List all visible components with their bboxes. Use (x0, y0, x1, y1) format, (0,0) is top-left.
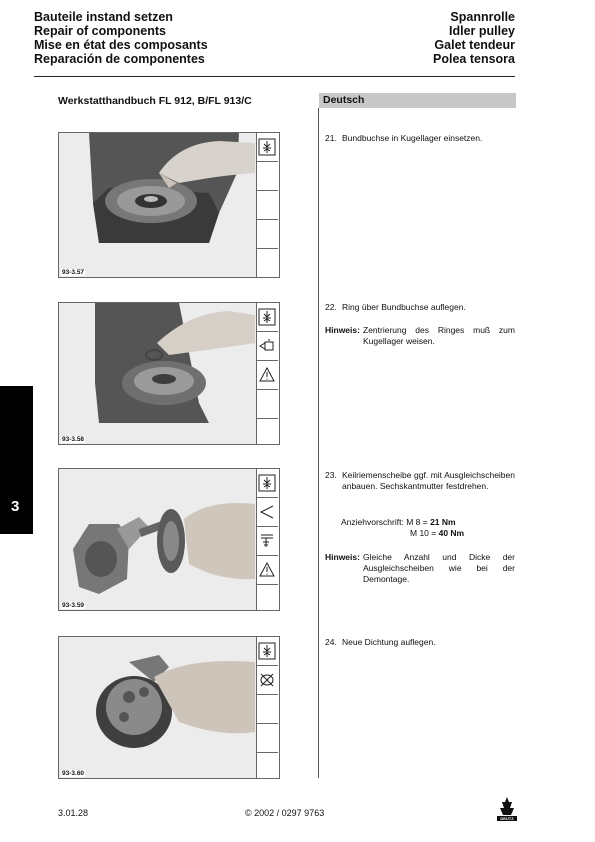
figure-93-3-60 (58, 636, 280, 779)
logo-wordmark: DEUTZ (500, 816, 514, 822)
empty-cell (256, 724, 278, 753)
step-text: Neue Dichtung auflegen. (342, 637, 436, 647)
figure-93-3-59 (58, 468, 280, 611)
section-tab-number: 3 (11, 498, 20, 515)
press-in-icon (256, 133, 278, 162)
warning-triangle-icon (256, 556, 278, 585)
empty-cell (256, 695, 278, 724)
header-divider (34, 76, 515, 77)
step-21 (325, 133, 515, 144)
torque-spec (341, 517, 456, 528)
deutz-logo (496, 796, 518, 827)
language-label: Deutsch (323, 94, 365, 106)
press-in-icon (256, 637, 278, 666)
note-text: Zentrierung des Ringes muß zum Kugellager weisen. (363, 325, 515, 346)
empty-cell (256, 162, 278, 191)
torque-line2-prefix: M 10 = (410, 528, 439, 538)
warning-triangle-icon (256, 361, 278, 390)
header-subject-fr: Galet tendeur (434, 38, 515, 52)
header-subject-block (433, 10, 515, 66)
page-number: 3.01.28 (58, 808, 89, 818)
figure-93-3-58 (58, 302, 280, 445)
step-text: Ring über Bundbuchse auflegen. (342, 302, 466, 312)
header-title-es: Reparación de componentes (34, 52, 205, 66)
language-bar (319, 93, 516, 108)
figure-93-3-57 (58, 132, 280, 278)
torque-wrench-icon (256, 527, 278, 556)
step-number: 24. (325, 637, 337, 647)
copyright: © 2002 / 0297 9763 (245, 808, 325, 818)
figure-caption: 93-3.58 (62, 436, 85, 443)
step-text: Keilriemenscheibe ggf. mit Ausgleichscheiben anbauen. Sechskantmutter festdrehen. (342, 470, 515, 491)
photo-ring-placement (59, 303, 257, 444)
figure-caption: 93-3.60 (62, 770, 85, 777)
replace-part-icon (256, 666, 278, 695)
step-23 (325, 470, 515, 492)
empty-cell (256, 390, 278, 419)
photo-bushing-install (59, 133, 257, 277)
torque-label: Anziehvorschrift: (341, 517, 404, 527)
torque-line1-prefix: M 8 = (406, 517, 431, 527)
note-text: Gleiche Anzahl und Dicke der Ausgleichscheiben wie bei der Demontage. (363, 552, 515, 584)
header-subject-es: Polea tensora (433, 52, 515, 66)
photo-pulley-mounting (59, 469, 257, 610)
column-divider (318, 108, 319, 778)
header-subject-de: Spannrolle (450, 10, 515, 24)
torque-value-m10: 40 Nm (438, 528, 465, 538)
note-label: Hinweis: (325, 552, 360, 562)
torque-value-m8: 21 Nm (430, 517, 456, 527)
torque-spec-line2 (410, 528, 464, 539)
header-title-en: Repair of components (34, 24, 166, 38)
step-text: Bundbuchse in Kugellager einsetzen. (342, 133, 483, 143)
note-22 (325, 325, 515, 347)
step-22 (325, 302, 515, 313)
header-title-block (34, 10, 208, 66)
note-23 (325, 552, 515, 585)
note-label: Hinweis: (325, 325, 360, 335)
header-title-de: Bauteile instand setzen (34, 10, 173, 24)
empty-cell (256, 220, 278, 249)
oil-can-icon (256, 332, 278, 361)
press-in-icon (256, 469, 278, 498)
header-title-fr: Mise en état des composants (34, 38, 208, 52)
figure-caption: 93-3.59 (62, 602, 85, 609)
arrow-left-icon (256, 498, 278, 527)
step-number: 23. (325, 470, 337, 480)
section-tab (0, 386, 33, 534)
manual-title: Werkstatthandbuch FL 912, B/FL 913/C (58, 95, 252, 107)
figure-caption: 93-3.57 (62, 269, 85, 276)
step-24 (325, 637, 515, 648)
header-subject-en: Idler pulley (449, 24, 515, 38)
press-in-icon (256, 303, 278, 332)
step-number: 22. (325, 302, 337, 312)
step-number: 21. (325, 133, 337, 143)
empty-cell (256, 191, 278, 220)
photo-gasket (59, 637, 257, 778)
